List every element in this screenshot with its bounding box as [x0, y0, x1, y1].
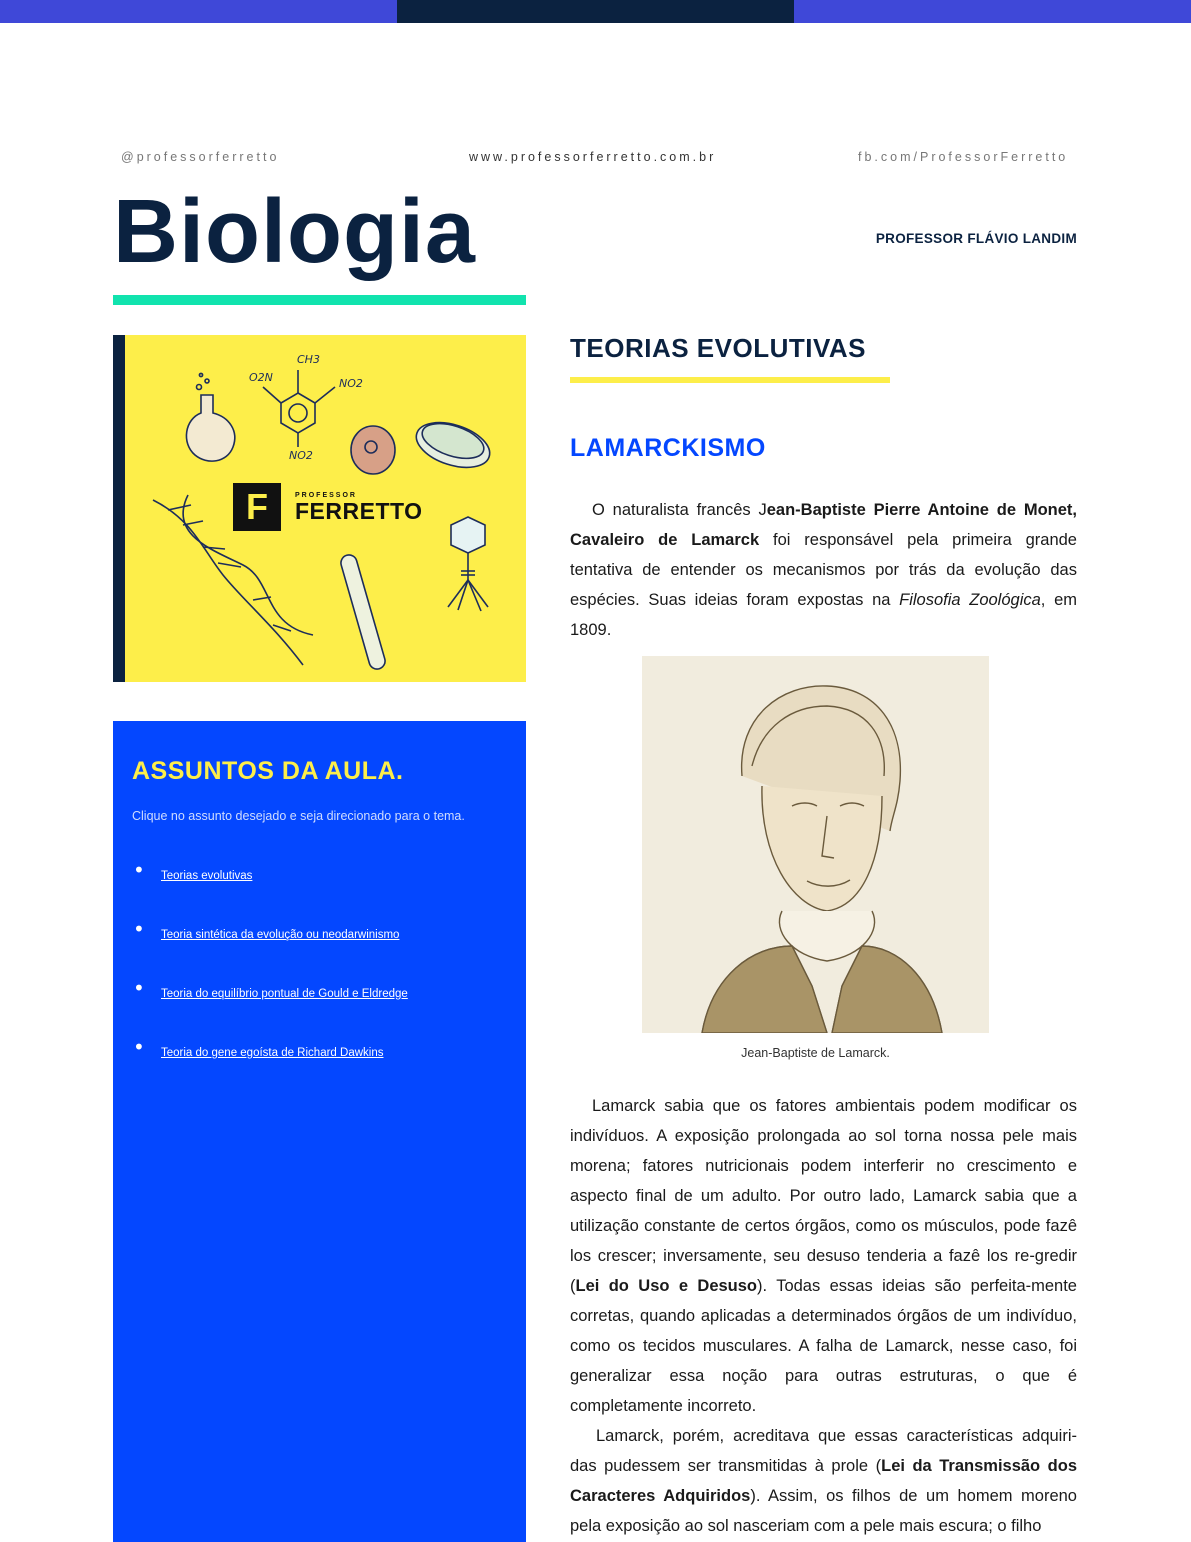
- lamarck-portrait: [642, 656, 989, 1033]
- topics-title: ASSUNTOS DA AULA.: [132, 757, 404, 785]
- topic-link[interactable]: Teorias evolutivas: [161, 870, 253, 882]
- website-link[interactable]: www.professorferretto.com.br: [469, 150, 717, 164]
- list-item: [132, 982, 408, 1041]
- topics-list: [132, 864, 408, 1100]
- list-item: [132, 923, 408, 982]
- petri-dish-icon: [411, 414, 496, 476]
- top-bar-segment: [794, 0, 1191, 23]
- topic-link[interactable]: Teoria do equilíbrio pontual de Gould e Eldredge: [161, 988, 408, 1000]
- chem-label: CH3: [297, 353, 320, 366]
- benzene-ring-icon: [281, 393, 315, 433]
- section-underline: [570, 377, 890, 383]
- instagram-handle[interactable]: @professorferretto: [121, 150, 280, 164]
- paragraph-intro: O naturalista francês Jean-Baptiste Pierre Antoine de Monet, Cavaleiro de Lamarck foi responsável pela primeira grande tentativa de entender os mecanismos por trás da evolução das espécies. Suas ideias foram expostas na Filosofia Zoológica, em 1809.: [570, 501, 1077, 639]
- portrait-caption: Jean-Baptiste de Lamarck.: [741, 1046, 890, 1060]
- top-bar-segment: [397, 0, 794, 23]
- topics-panel: [113, 721, 526, 1542]
- virus-icon: [448, 517, 488, 611]
- topic-link[interactable]: Teoria sintética da evolução ou neodarwinismo: [161, 929, 400, 941]
- topics-subtitle: Clique no assunto desejado e seja direcionado para o tema.: [132, 809, 465, 823]
- paragraph-transmissao: Lamarck, porém, acreditava que essas características adquiri-das pudessem ser transmitidas à prole (Lei da Transmissão dos Caracteres Adquiridos). Assim, os filhos de um homem moreno pela exposição ao sol nasceriam com a pele mais escura; o filho: [570, 1427, 1077, 1535]
- professor-name: PROFESSOR FLÁVIO LANDIM: [875, 231, 1077, 246]
- topic-link[interactable]: Teoria do gene egoísta de Richard Dawkins: [161, 1047, 384, 1059]
- list-item: [132, 1041, 408, 1100]
- cover-banner: [113, 335, 526, 682]
- logo-mark: F: [233, 483, 281, 531]
- logo-big-text: FERRETTO: [295, 497, 423, 524]
- top-color-bar: [0, 0, 1191, 23]
- chem-label: NO2: [339, 377, 363, 390]
- list-item: [132, 864, 408, 923]
- chem-label: NO2: [289, 449, 313, 462]
- portrait-engraving-icon: [642, 656, 989, 1033]
- logo-small-text: PROFESSOR: [295, 491, 357, 499]
- facebook-link[interactable]: fb.com/ProfessorFerretto: [858, 150, 1069, 164]
- section-title: TEORIAS EVOLUTIVAS: [570, 333, 866, 363]
- ferretto-logo: [233, 483, 423, 531]
- title-underline: [113, 295, 526, 305]
- subsection-title: LAMARCKISMO: [570, 434, 766, 462]
- top-bar-segment: [0, 0, 397, 23]
- test-tube-icon: [339, 553, 387, 671]
- chem-label: O2N: [249, 371, 273, 384]
- paragraph-uso-desuso: Lamarck sabia que os fatores ambientais podem modificar os indivíduos. A exposição prolongada ao sol torna nossa pele mais morena; fatores nutricionais podem interferir no crescimento e aspecto final de um adulto. Por outro lado, Lamarck sabia que a utilização constante de certos órgãos, como os músculos, pode fazê los crescer; inversamente, seu desuso tenderia a fazê los re-gredir (Lei do Uso e Desuso). Todas essas ideias são perfeita-mente corretas, quando aplicadas a determinados órgãos de um indivíduo, como os tecidos musculares. A falha de Lamarck, nesse caso, foi generalizar essa noção para outras estruturas, o que é completamente incorreto.: [570, 1097, 1077, 1415]
- page-title: Biologia: [113, 182, 476, 282]
- cell-icon: [351, 426, 395, 474]
- flask-icon: [186, 373, 234, 461]
